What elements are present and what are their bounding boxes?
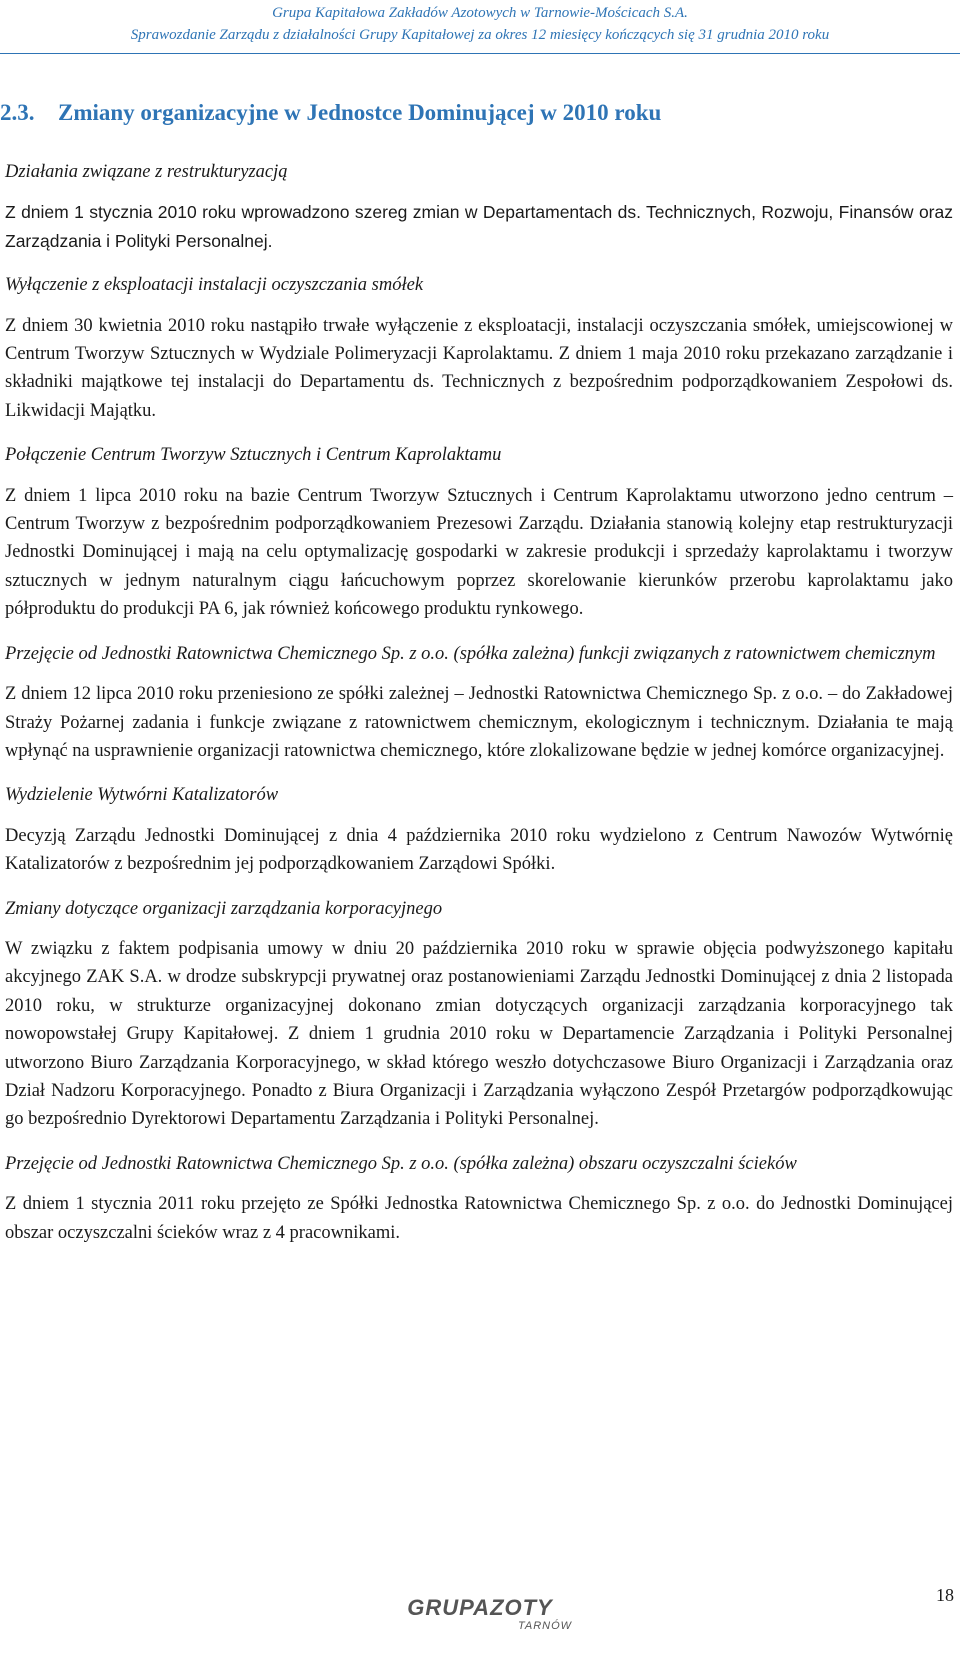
header-company: Grupa Kapitałowa Zakładów Azotowych w Tarnowie-Mościcach S.A. — [272, 5, 688, 21]
subsection-heading: Przejęcie od Jednostki Ratownictwa Chemicznego Sp. z o.o. (spółka zależna) obszaru oczyszczalni ścieków — [5, 1153, 797, 1174]
grupa-azoty-logo — [0, 1596, 960, 1633]
subsection-heading: Zmiany dotyczące organizacji zarządzania korporacyjnego — [5, 898, 443, 919]
logo-wordmark: GRUPAZOTY — [407, 1595, 553, 1620]
subsection-paragraph: Z dniem 30 kwietnia 2010 roku nastąpiło trwałe wyłączenie z eksploatacji, instalacji oczyszczania smółek, umiejscowionej w Centrum Tworzyw Sztucznych w Wydziale Polimeryzacji Kaprolaktamu. Z dniem 1 maja 2010 roku przekazano zarządzanie i składniki majątkowe tej instalacji do Departamentu ds. Technicznych z bezpośrednim podporządkowaniem Zespołowi ds. Likwidacji Majątku. — [5, 315, 953, 421]
subsection-paragraph: W związku z faktem podpisania umowy w dniu 20 października 2010 roku w sprawie objęcia podwyższonego kapitału akcyjnego ZAK S.A. w drodze subskrypcji prywatnej oraz postanowieniami Zarządu Jednostki Dominującej z dnia 2 listopada 2010 roku, w strukturze organizacyjnej dokonano zmian dotyczących organizacji zarządzania korporacyjnego tak nowopowstałej Grupy Kapitałowej. Z dniem 1 grudnia 2010 roku w Departamencie Zarządzania i Polityki Personalnej utworzono Biuro Zarządzania Korporacyjnego, w skład którego weszło dotychczasowe Biuro Organizacji i Zarządzania oraz Dział Nadzoru Korporacyjnego. Ponadto z Biura Organizacji i Zarządzania wyłączono Zespół Przetargów podporządkowując go bezpośrednio Dyrektorowi Departamentu Zarządzania i Polityki Personalnej. — [5, 938, 953, 1130]
header-divider — [0, 53, 960, 54]
subsection-paragraph: Z dniem 1 stycznia 2011 roku przejęto ze Spółki Jednostka Ratownictwa Chemicznego Sp. z o.o. do Jednostki Dominującej obszar oczyszczalni ścieków wraz z 4 pracownikami. — [5, 1194, 953, 1243]
section-title — [0, 98, 661, 128]
page-header — [0, 2, 960, 46]
document-body — [5, 158, 953, 1247]
section-number: 2.3. — [0, 100, 35, 125]
subsection-paragraph: Z dniem 1 stycznia 2010 roku wprowadzono szereg zmian w Departamentach ds. Technicznych, Rozwoju, Finansów oraz Zarządzania i Polityki Personalnej. — [5, 202, 953, 251]
subsection-paragraph: Z dniem 1 lipca 2010 roku na bazie Centrum Tworzyw Sztucznych i Centrum Kaprolaktamu utworzono jedno centrum – Centrum Tworzyw z bezpośrednim podporządkowaniem Prezesowi Zarządu. Działania stanowią kolejny etap restrukturyzacji Jednostki Dominującej i mają na celu optymalizację gospodarki w zakresie produkcji i sprzedaży kaprolaktamu i tworzyw sztucznych w jednym naturalnym ciągu łańcuchowym poprzez skorelowanie kierunków przerobu kaprolaktamu jako półproduktu do produkcji PA 6, jak również końcowego produktu rynkowego. — [5, 485, 953, 620]
subsection-paragraph: Decyzją Zarządu Jednostki Dominującej z dnia 4 października 2010 roku wydzielono z Centrum Nawozów Wytwórnię Katalizatorów z bezpośrednim jej podporządkowaniem Zarządowi Spółki. — [5, 825, 953, 875]
subsection-heading: Działania związane z restrukturyzacją — [5, 162, 288, 182]
page-number: 18 — [936, 1585, 954, 1605]
subsection-heading: Wyłączenie z eksploatacji instalacji oczyszczania smółek — [5, 275, 424, 296]
logo-subtext: TARNÓW — [517, 1620, 573, 1632]
section-title-text: Zmiany organizacyjne w Jednostce Dominującej w 2010 roku — [58, 100, 662, 125]
header-report-title: Sprawozdanie Zarządu z działalności Grupy Kapitałowej za okres 12 miesięcy kończących się 31 grudnia 2010 roku — [130, 27, 830, 43]
subsection-heading: Przejęcie od Jednostki Ratownictwa Chemicznego Sp. z o.o. (spółka zależna) funkcji związanych z ratownictwem chemicznym — [5, 643, 936, 664]
subsection-paragraph: Z dniem 12 lipca 2010 roku przeniesiono ze spółki zależnej – Jednostki Ratownictwa Chemicznego Sp. z o.o. – do Zakładowej Straży Pożarnej zadania i funkcje związane z ratownictwem chemicznym, ekologicznym i technicznym. Działania te mają wpłynąć na usprawnienie organizacji ratownictwa chemicznego, które zlokalizowane będzie w jednej komórce organizacyjnej. — [5, 684, 953, 761]
subsection-heading: Wydzielenie Wytwórni Katalizatorów — [5, 785, 279, 806]
subsection-heading: Połączenie Centrum Tworzyw Sztucznych i Centrum Kaprolaktamu — [5, 445, 502, 466]
